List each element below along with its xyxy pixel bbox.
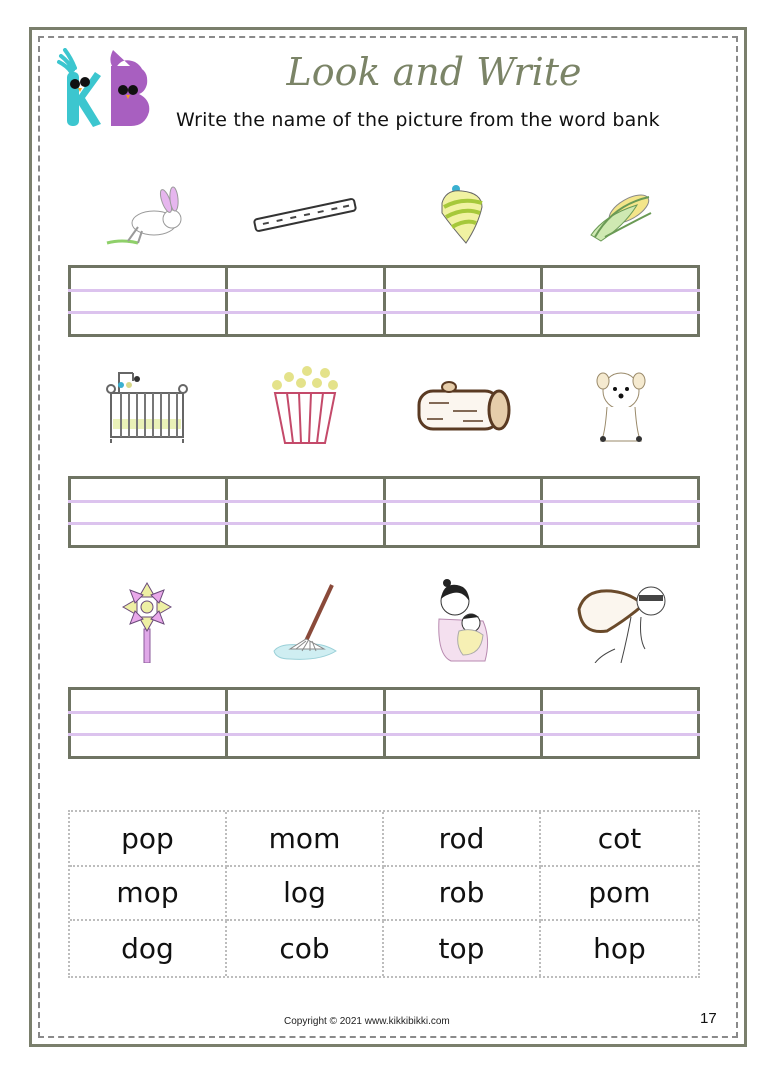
answer-cell-7[interactable] xyxy=(386,479,543,545)
worksheet-title: Look and Write xyxy=(286,50,582,94)
answer-cell-9[interactable] xyxy=(71,690,228,756)
word-bank-item: hop xyxy=(593,932,646,966)
word-bank-item: mom xyxy=(227,812,384,867)
answer-lines-row-2 xyxy=(68,476,700,548)
answer-cell-12[interactable] xyxy=(543,690,697,756)
log-picture xyxy=(384,360,542,450)
rod-picture xyxy=(226,180,384,250)
corn-cob-picture xyxy=(542,180,700,250)
mop-picture xyxy=(226,575,384,667)
answer-cell-5[interactable] xyxy=(71,479,228,545)
baby-cot-picture xyxy=(68,360,226,450)
word-bank-item: dog xyxy=(70,921,227,976)
word-bank-item: rob xyxy=(384,867,541,922)
pom-pom-lollipop-picture xyxy=(68,575,226,667)
page-number: 17 xyxy=(700,1010,717,1027)
answer-cell-6[interactable] xyxy=(228,479,385,545)
answer-cell-11[interactable] xyxy=(386,690,543,756)
copyright-footer: Copyright © 2021 www.kikkibikki.com xyxy=(284,1016,450,1027)
picture-row-1 xyxy=(68,180,700,250)
answer-cell-1[interactable] xyxy=(71,268,228,334)
word-bank-item: log xyxy=(227,867,384,922)
word-bank-item: pop xyxy=(70,812,227,867)
popcorn-picture xyxy=(226,360,384,450)
answer-cell-8[interactable] xyxy=(543,479,697,545)
mom-with-baby-picture xyxy=(384,575,542,667)
picture-row-3 xyxy=(68,575,700,667)
bunny-hopping-picture xyxy=(68,180,226,250)
answer-lines-row-1 xyxy=(68,265,700,337)
answer-cell-3[interactable] xyxy=(386,268,543,334)
word-bank-item: cot xyxy=(541,812,698,867)
answer-cell-2[interactable] xyxy=(228,268,385,334)
answer-cell-4[interactable] xyxy=(543,268,697,334)
word-bank-item: pom xyxy=(541,867,698,922)
puppy-dog-picture xyxy=(542,360,700,450)
answer-lines-row-3 xyxy=(68,687,700,759)
word-bank-item: mop xyxy=(70,867,227,922)
picture-row-2 xyxy=(68,360,700,450)
word-bank-item: cob xyxy=(227,921,384,976)
word-bank-item: rod xyxy=(384,812,541,867)
answer-cell-10[interactable] xyxy=(228,690,385,756)
worksheet-instruction: Write the name of the picture from the word bank xyxy=(176,109,660,131)
spinning-top-picture xyxy=(384,180,542,250)
robber-picture xyxy=(542,575,700,667)
word-bank-item: top xyxy=(384,921,541,976)
word-bank xyxy=(68,810,700,978)
